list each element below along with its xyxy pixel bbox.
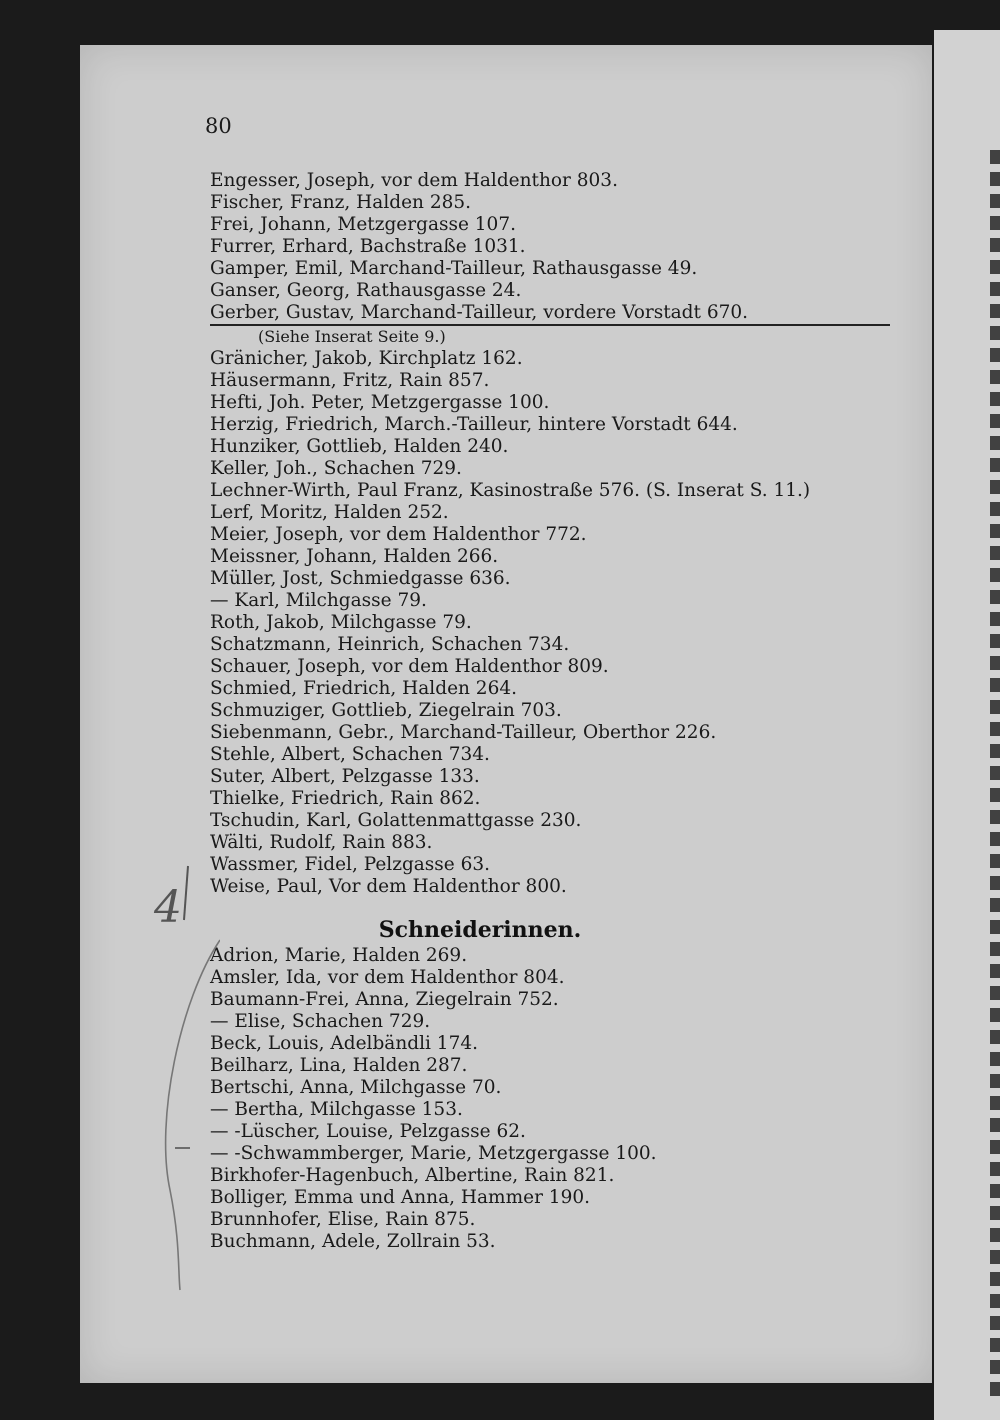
directory-entry: Schatzmann, Heinrich, Schachen 734. [210,634,570,655]
directory-entry: — Karl, Milchgasse 79. [210,590,427,611]
directory-entry: Engesser, Joseph, vor dem Haldenthor 803. [210,170,618,191]
directory-entry: Brunnhofer, Elise, Rain 875. [210,1209,476,1230]
directory-entry: Bolliger, Emma und Anna, Hammer 190. [210,1187,590,1208]
directory-entry: Birkhofer-Hagenbuch, Albertine, Rain 821. [210,1165,615,1186]
handwritten-number: 4 [154,882,182,933]
handwritten-pencil-annotation [150,860,220,1300]
section-heading-schneiderinnen: Schneiderinnen. [378,917,582,943]
directory-list-seamstresses [210,945,890,1253]
directory-entry: Herzig, Friedrich, March.-Tailleur, hintere Vorstadt 644. [210,414,738,435]
directory-entry: Lerf, Moritz, Halden 252. [210,502,449,523]
directory-entry: Wälti, Rudolf, Rain 883. [210,832,433,853]
directory-entry: Lechner-Wirth, Paul Franz, Kasinostraße 576. (S. Inserat S. 11.) [210,480,811,501]
directory-entry: Stehle, Albert, Schachen 734. [210,744,490,765]
directory-entry: Buchmann, Adele, Zollrain 53. [210,1231,496,1252]
directory-entry-underlined: Gerber, Gustav, Marchand-Tailleur, vordere Vorstadt 670. [210,302,890,326]
directory-entry: — -Lüscher, Louise, Pelzgasse 62. [210,1121,526,1142]
directory-entry: Bertschi, Anna, Milchgasse 70. [210,1077,502,1098]
directory-entry: Furrer, Erhard, Bachstraße 1031. [210,236,526,257]
adjacent-page-text-strip [990,150,1000,1400]
directory-entry: Weise, Paul, Vor dem Haldenthor 800. [210,876,567,897]
directory-entry: Thielke, Friedrich, Rain 862. [210,788,481,809]
directory-entry: — -Schwammberger, Marie, Metzgergasse 100. [210,1143,657,1164]
directory-entry: Tschudin, Karl, Golattenmattgasse 230. [210,810,582,831]
directory-entry: Frei, Johann, Metzgergasse 107. [210,214,516,235]
directory-entry: Gamper, Emil, Marchand-Tailleur, Rathausgasse 49. [210,258,698,279]
directory-entry: Roth, Jakob, Milchgasse 79. [210,612,472,633]
directory-entry: Häusermann, Fritz, Rain 857. [210,370,490,391]
directory-entry: Gränicher, Jakob, Kirchplatz 162. [210,348,523,369]
directory-entry: — Bertha, Milchgasse 153. [210,1099,463,1120]
directory-entry: Meissner, Johann, Halden 266. [210,546,499,567]
directory-entry: Schauer, Joseph, vor dem Haldenthor 809. [210,656,609,677]
directory-entry: Müller, Jost, Schmiedgasse 636. [210,568,511,589]
directory-list-tailors [210,170,890,898]
directory-entry: Baumann-Frei, Anna, Ziegelrain 752. [210,989,559,1010]
advertisement-reference: (Siehe Inserat Seite 9.) [258,327,446,346]
directory-entry: Hefti, Joh. Peter, Metzgergasse 100. [210,392,550,413]
directory-entry: Wassmer, Fidel, Pelzgasse 63. [210,854,491,875]
directory-entry: Adrion, Marie, Halden 269. [210,945,468,966]
directory-entry: Hunziker, Gottlieb, Halden 240. [210,436,509,457]
page-number: 80 [205,114,232,138]
directory-entry: Suter, Albert, Pelzgasse 133. [210,766,480,787]
directory-entry: Siebenmann, Gebr., Marchand-Tailleur, Oberthor 226. [210,722,717,743]
directory-entry: — Elise, Schachen 729. [210,1011,431,1032]
directory-entry: Meier, Joseph, vor dem Haldenthor 772. [210,524,587,545]
directory-entry: Beck, Louis, Adelbändli 174. [210,1033,478,1054]
directory-entry: Fischer, Franz, Halden 285. [210,192,472,213]
directory-entry: Amsler, Ida, vor dem Haldenthor 804. [210,967,565,988]
directory-entry: Schmied, Friedrich, Halden 264. [210,678,518,699]
directory-entry: Keller, Joh., Schachen 729. [210,458,462,479]
directory-entry: Beilharz, Lina, Halden 287. [210,1055,468,1076]
directory-entry: Schmuziger, Gottlieb, Ziegelrain 703. [210,700,562,721]
directory-entry: Ganser, Georg, Rathausgasse 24. [210,280,522,301]
